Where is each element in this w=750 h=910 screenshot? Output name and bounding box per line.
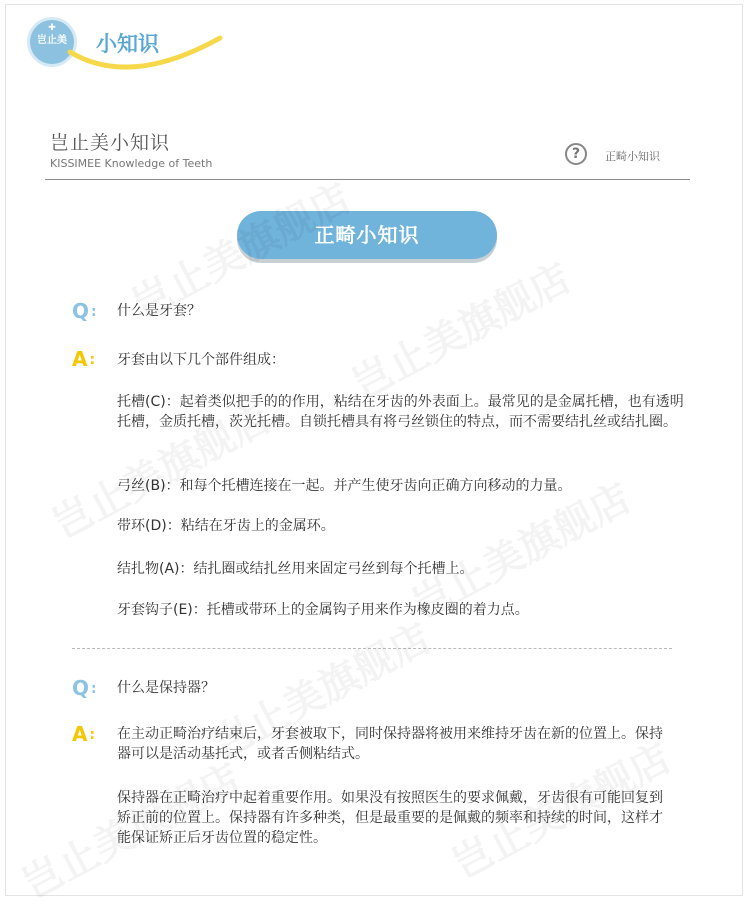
- answer-1-item-archwire: 弓丝(B)：和每个托槽连接在一起。并产生使牙齿向正确方向移动的力量。: [117, 478, 572, 494]
- answer-1-item-hook: 牙套钩子(E)：托槽或带环上的金属钩子用来作为橡皮圈的着力点。: [117, 602, 529, 618]
- answer-2-paragraph-1: 在主动正畸治疗结束后，牙套被取下，同时保持器将被用来维持牙齿在新的位置上。保持器可以是活动基托式，或者舌侧粘结式。: [117, 726, 663, 762]
- answer-a-icon: A :: [72, 722, 96, 746]
- answer-1-item-band: 带环(D)：粘结在牙齿上的金属环。: [117, 518, 335, 534]
- help-label: 正畸小知识: [605, 150, 660, 163]
- header-divider: [45, 179, 690, 180]
- brand-title-cn: 岂止美小知识: [50, 132, 171, 154]
- logo-cross-icon: ✚: [48, 23, 56, 33]
- question-circle-icon: ?: [565, 143, 587, 165]
- answer-2-paragraph-2: 保持器在正畸治疗中起着重要作用。如果没有按照医生的要求佩戴，牙齿很有可能回复到矫正前的位置上。保持器有许多种类，但是最重要的是佩戴的频率和持续的时间，这样才能保证矫正后牙齿位置的稳定性。: [117, 790, 663, 846]
- question-1-text: 什么是牙套？: [117, 303, 201, 319]
- answer-1-item-ligature: 结扎物(A)：结扎圈或结扎丝用来固定弓丝到每个托槽上。: [117, 561, 474, 577]
- question-q-icon: Q :: [72, 299, 97, 323]
- answer-1-item-bracket: 托槽(C)：起着类似把手的的作用，粘结在牙齿的外表面上。最常见的是金属托槽，也有透明托槽，金质托槽，茨光托槽。自锁托槽具有将弓丝锁住的特点，而不需要结扎丝或结扎圈。: [117, 394, 684, 430]
- question-2-text: 什么是保持器？: [117, 680, 215, 696]
- answer-1-intro: 牙套由以下几个部件组成：: [117, 352, 285, 368]
- brand-title-en: KISSIMEE Knowledge of Teeth: [50, 157, 213, 170]
- logo-text: 岂止美: [37, 35, 67, 46]
- answer-a-icon: A :: [72, 347, 96, 371]
- section-title-badge: 正畸小知识: [237, 211, 497, 259]
- tips-title: 小知识: [96, 32, 159, 56]
- question-q-icon: Q :: [72, 676, 97, 700]
- section-divider: [72, 648, 672, 649]
